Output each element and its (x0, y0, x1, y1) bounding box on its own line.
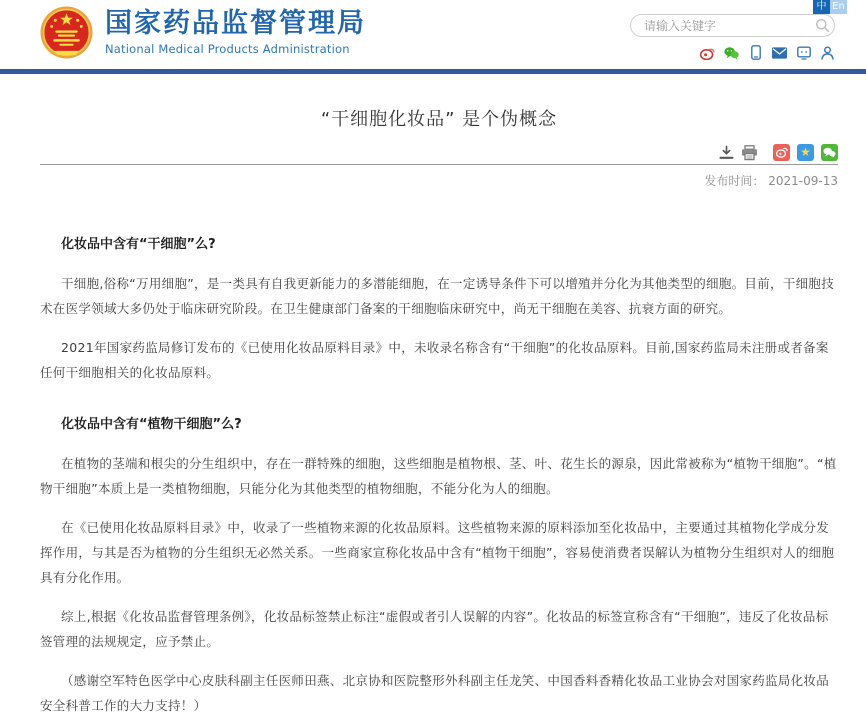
publish-date: 2021-09-13 (768, 174, 838, 188)
site-title-block (105, 9, 366, 56)
language-toggle (813, 0, 847, 14)
search-box (630, 14, 835, 37)
wechat-icon[interactable] (724, 45, 739, 60)
site-title: 国家药品监督管理局 (105, 8, 366, 39)
search-icon[interactable] (810, 15, 834, 36)
article-paragraph: 干细胞,俗称“万用细胞”，是一类具有自我更新能力的多潜能细胞，在一定诱导条件下可以增殖并分化为其他类型的细胞。目前，干细胞技术在医学领域大多仍处于临床研究阶段。在卫生健康部门备案的干细胞临床研究中，尚无干细胞在美容、抗衰方面的研究。 (40, 276, 835, 316)
search-input[interactable] (631, 19, 810, 33)
article-paragraph: 2021年国家药监局修订发布的《已使用化妆品原料目录》中，未收录名称含有“干细胞”的化妆品原料。目前,国家药监局未注册或者备案任何干细胞相关的化妆品原料。 (40, 340, 829, 380)
article-title: “干细胞化妆品” 是个伪概念 (320, 109, 558, 130)
share-weibo-icon[interactable] (773, 144, 790, 161)
user-icon[interactable] (820, 45, 835, 60)
article-paragraph: 在《已使用化妆品原料目录》中，收录了一些植物来源的化妆品原料。这些植物来源的原料添加至化妆品中，主要通过其植物化学成分发挥作用，与其是否为植物的分生组织无必然关系。一些商家宣称化妆品中含有“植物干细胞”，容易使消费者误解认为植物分生组织对人的细胞具有分化作用。 (40, 520, 835, 585)
site-subtitle: National Medical Products Administration (105, 42, 350, 56)
article-tools-row (40, 144, 838, 161)
weibo-icon[interactable] (700, 45, 715, 60)
article-content (0, 105, 866, 718)
article-paragraph: （感谢空军特色医学中心皮肤科副主任医师田燕、北京协和医院整形外科副主任龙笑、中国香料香精化妆品工业协会对国家药监局化妆品安全科普工作的大力支持！） (40, 673, 830, 713)
article-body (40, 232, 838, 718)
share-qzone-icon[interactable]: ★ (797, 144, 814, 161)
client-icon[interactable] (796, 45, 811, 60)
publish-label: 发布时间： (704, 174, 765, 188)
share-wechat-icon[interactable] (821, 144, 838, 161)
section-heading: 化妆品中含有“植物干细胞”么? (61, 417, 242, 432)
mobile-icon[interactable] (748, 45, 763, 60)
site-header (0, 0, 866, 69)
article-paragraph: 在植物的茎端和根尖的分生组织中，存在一群特殊的细胞，这些细胞是植物根、茎、叶、花生长的源泉，因此常被称为“植物干细胞”。“植物干细胞”本质上是一类植物细胞，只能分化为其他类型的植物细胞，不能分化为人的细胞。 (40, 456, 837, 496)
publish-row (40, 172, 838, 189)
section-heading: 化妆品中含有“干细胞”么? (61, 237, 216, 252)
header-social-row (700, 45, 835, 60)
article-paragraph: 综上,根据《化妆品监督管理条例》，化妆品标签禁止标注“虚假或者引人误解的内容”。化妆品的标签宣称含有“干细胞”，违反了化妆品标签管理的法规规定，应予禁止。 (40, 609, 829, 649)
lang-en-button[interactable]: En (830, 0, 847, 14)
download-icon[interactable] (719, 145, 734, 160)
print-icon[interactable] (741, 145, 758, 161)
national-emblem-icon (40, 6, 93, 59)
site-logo[interactable] (40, 6, 366, 59)
lang-zh-button[interactable]: 中 (813, 0, 830, 14)
blue-divider-bar (0, 69, 866, 74)
mail-icon[interactable] (772, 45, 787, 60)
title-divider (40, 164, 838, 165)
